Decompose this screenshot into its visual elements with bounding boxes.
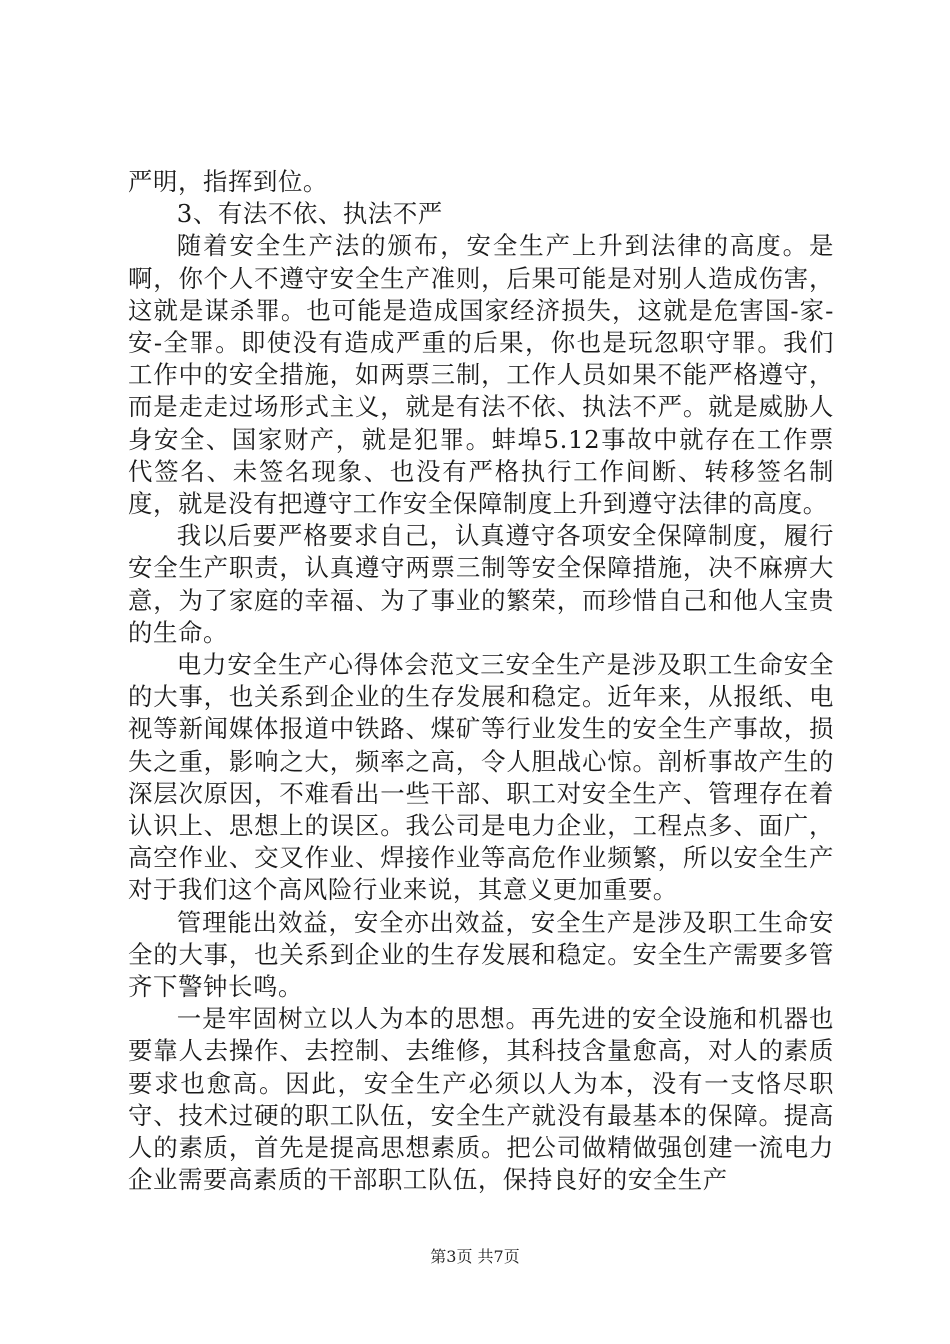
page-number-footer: 第3页 共7页 xyxy=(430,1247,520,1266)
paragraph-6: 管理能出效益，安全亦出效益，安全生产是涉及职工生命安全的大事，也关系到企业的生存发展和稳定。安全生产需要多管齐下警钟长鸣。 xyxy=(128,907,834,1002)
paragraph-7: 一是牢固树立以人为本的思想。再先进的安全设施和机器也要靠人去操作、去控制、去维修，其科技含量愈高，对人的素质要求也愈高。因此，安全生产必须以人为本，没有一支恪尽职守、技术过硬的职工队伍，安全生产就没有最基本的保障。提高人的素质，首先是提高思想素质。把公司做精做强创建一流电力企业需要高素质的干部职工队伍，保持良好的安全生产 xyxy=(128,1004,834,1195)
paragraph-3: 随着安全生产法的颁布，安全生产上升到法律的高度。是啊，你个人不遵守安全生产准则，后果可能是对别人造成伤害，这就是谋杀罪。也可能是造成国家经济损失，这就是危害国-家-安-全罪。即使没有造成严重的后果，你也是玩忽职守罪。我们工作中的安全措施，如两票三制，工作人员如果不能严格遵守，而是走走过场形式主义，就是有法不依、执法不严。就是威胁人身安全、国家财产，就是犯罪。蚌埠5.12事故中就存在工作票代签名、未签名现象、也没有严格执行工作间断、转移签名制度，就是没有把遵守工作安全保障制度上升到遵守法律的高度。 xyxy=(128,231,834,519)
document-body xyxy=(128,166,834,1197)
paragraph-5: 电力安全生产心得体会范文三安全生产是涉及职工生命安全的大事，也关系到企业的生存发展和稳定。近年来，从报纸、电视等新闻媒体报道中铁路、煤矿等行业发生的安全生产事故，损失之重，影响之大，频率之高，令人胆战心惊。剖析事故产生的深层次原因，不难看出一些干部、职工对安全生产、管理存在着认识上、思想上的误区。我公司是电力企业，工程点多、面广，高空作业、交叉作业、焊接作业等高危作业频繁，所以安全生产对于我们这个高风险行业来说，其意义更加重要。 xyxy=(128,650,834,905)
paragraph-2-heading: 3、有法不依、执法不严 xyxy=(176,199,443,229)
paragraph-4: 我以后要严格要求自己，认真遵守各项安全保障制度，履行安全生产职责，认真遵守两票三制等安全保障措施，决不麻痹大意，为了家庭的幸福、为了事业的繁荣，而珍惜自己和他人宝贵的生命。 xyxy=(128,521,834,647)
paragraph-1: 严明，指挥到位。 xyxy=(128,167,328,196)
